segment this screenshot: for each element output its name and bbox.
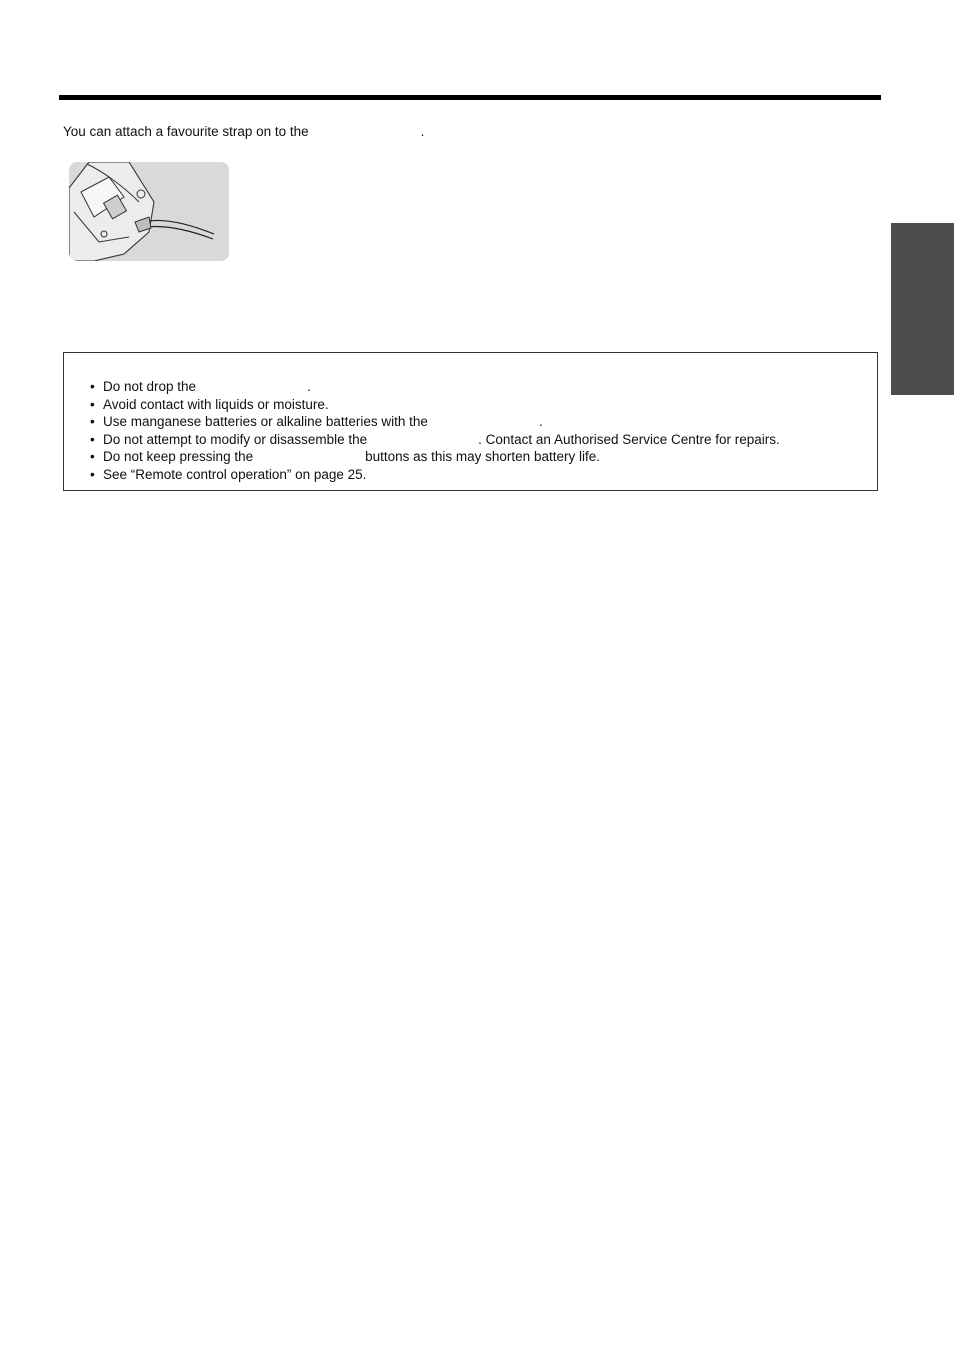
note-text-after: buttons as this may shorten battery life.	[365, 449, 600, 465]
bullet-icon: •	[90, 379, 95, 394]
intro-text-before: You can attach a favourite strap on to the	[63, 124, 309, 139]
remote-control-icon	[69, 162, 229, 261]
chapter-side-tab	[891, 223, 954, 395]
section-title-rule	[59, 95, 881, 100]
note-text-after: . Contact an Authorised Service Centre for repairs.	[478, 431, 780, 447]
note-text-before: Do not keep pressing the	[103, 449, 254, 465]
note-text-before: Do not drop the	[103, 379, 197, 394]
note-item	[90, 413, 869, 431]
bullet-icon: •	[90, 466, 95, 482]
bullet-icon: •	[90, 414, 95, 430]
bullet-icon: •	[90, 396, 95, 412]
note-text-before: See “Remote control operation” on page 25.	[103, 466, 367, 482]
note-item	[90, 448, 869, 466]
intro-text-after: .	[420, 124, 425, 139]
note-text-after: .	[307, 379, 311, 394]
note-text-before: Do not attempt to modify or disassemble the	[103, 431, 368, 447]
intro-paragraph	[63, 123, 424, 141]
notes-box	[63, 352, 878, 491]
note-item	[90, 396, 869, 414]
bullet-icon: •	[90, 449, 95, 465]
notes-list	[90, 378, 869, 484]
note-item	[90, 378, 869, 396]
bullet-icon: •	[90, 431, 95, 447]
note-text-before: Use manganese batteries or alkaline batteries with the	[103, 414, 428, 430]
note-text-before: Avoid contact with liquids or moisture.	[103, 396, 329, 412]
note-text-after: .	[538, 414, 543, 430]
note-item	[90, 431, 869, 449]
note-item	[90, 466, 869, 484]
remote-strap-illustration	[69, 162, 229, 261]
